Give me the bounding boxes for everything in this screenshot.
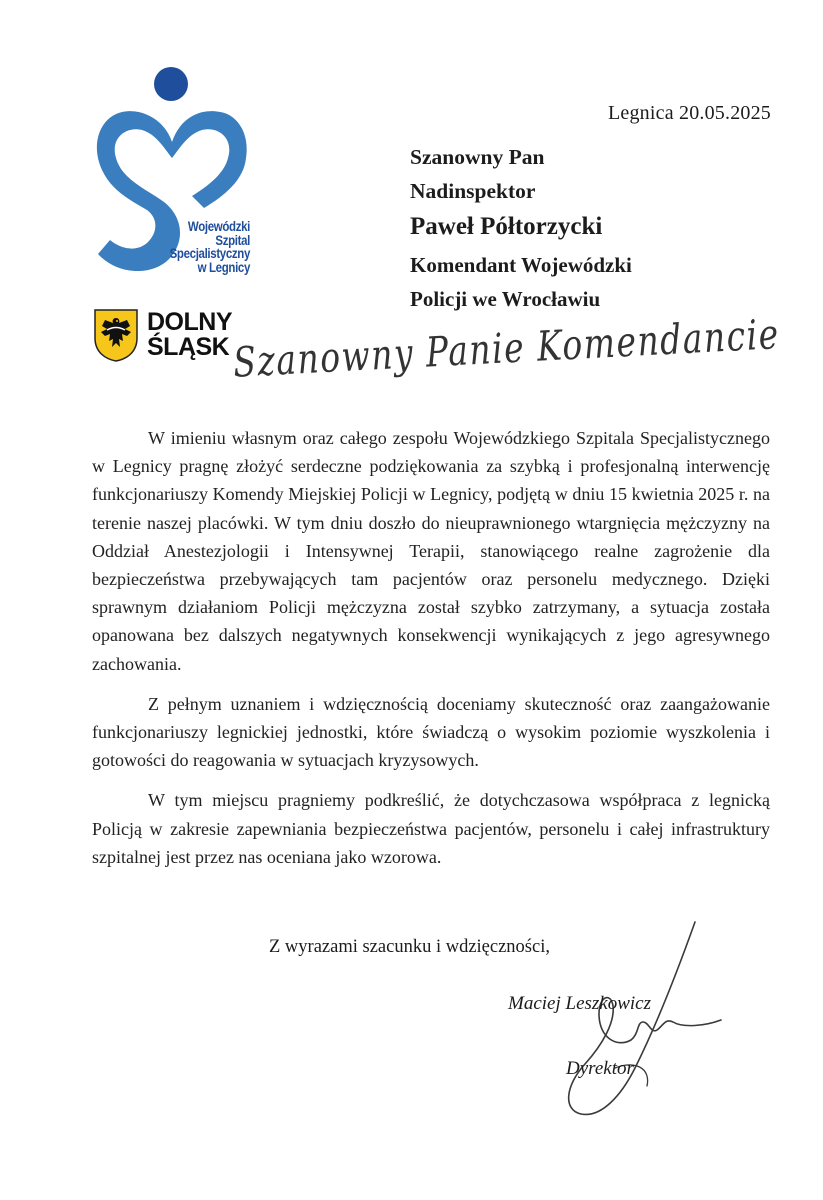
- hospital-name-line: Wojewódzki: [187, 219, 250, 234]
- region-logo: [93, 308, 253, 364]
- signatory-name: Maciej Leszkowicz: [508, 993, 652, 1014]
- eagle-crest-icon: [93, 308, 139, 362]
- hospital-name-line: Szpital: [215, 232, 250, 248]
- hospital-name-line: w Legnicy: [197, 259, 250, 275]
- recipient-block: [410, 145, 632, 312]
- handwritten-salutation: Szanowny Panie Komendancie: [232, 309, 781, 387]
- region-name: [147, 310, 232, 360]
- handwritten-signature: [555, 918, 725, 1128]
- body-paragraph: W tym miejscu pragniemy podkreślić, że dotychczasowa współpraca z legnicką Policją w zakresie zapewniania bezpieczeństwa pacjentów, personelu i całej infrastruktury szpitalnej jest przez nas oceniana jako wzorowa.: [92, 790, 770, 867]
- body-paragraph: Z pełnym uznaniem i wdzięcznością doceniamy skuteczność oraz zaangażowanie funkcjonariuszy legnickiej jednostki, które świadczą o wysokim poziomie wyszkolenia i gotowości do reagowania w sytuacjach kryzysowych.: [92, 693, 770, 771]
- region-name-line: ŚLĄSK: [147, 333, 230, 361]
- letter-body: [92, 424, 770, 871]
- body-paragraph: W imieniu własnym oraz całego zespołu Wojewódzkiego Szpitala Specjalistycznego w Legnicy pragnę złożyć serdeczne podziękowania za szybką i profesjonalną interwencję funkcjonariuszy Komendy Miejskiej Policji w Legnicy, podjętą w dniu 15 kwietnia 2025 r. na terenie naszej placówki. W tym dniu doszło do nieuprawnionego wtargnięcia mężczyzny na Oddział Anestezjologii i Intensywnej Terapii, stanowiącego realne zagrożenie dla bezpieczeństwa przebywających tam pacjentów oraz personelu medycznego. Dzięki sprawnym działaniom Policji mężczyzna został szybko zatrzymany, a sytuacja została opanowana bez dalszych negatywnych konsekwencji wynikających z jego agresywnego zachowania.: [92, 428, 770, 674]
- hospital-name: [165, 220, 250, 274]
- hospital-name-line: Specjalistyczny: [169, 246, 250, 261]
- closing-line: Z wyrazami szacunku i wdzięczności,: [269, 937, 550, 957]
- region-name-line: DOLNY: [147, 308, 232, 336]
- recipient-title-line1: Komendant Wojewódzki: [410, 253, 632, 277]
- recipient-title-line2: Policji we Wrocławiu: [410, 287, 601, 311]
- recipient-rank: Nadinspektor: [410, 179, 536, 203]
- place-date: Legnica 20.05.2025: [607, 102, 771, 124]
- recipient-greeting: Szanowny Pan: [410, 145, 545, 169]
- recipient-name: Paweł Półtorzycki: [410, 213, 603, 240]
- hospital-logo: [92, 62, 254, 284]
- signatory-title: Dyrektor: [566, 1058, 634, 1079]
